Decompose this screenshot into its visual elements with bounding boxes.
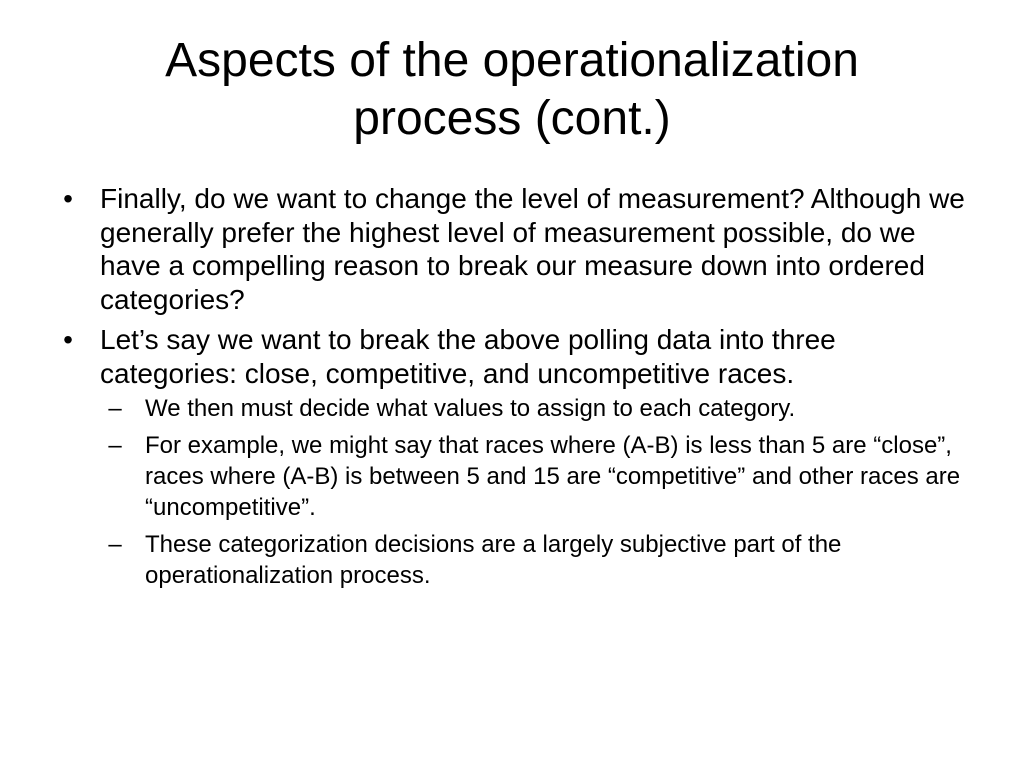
dash-marker: – xyxy=(108,432,122,459)
slide-title xyxy=(60,32,964,148)
slide-title-line-1: Aspects of the operationalization xyxy=(165,34,859,87)
slide-title-line-2: process (cont.) xyxy=(353,92,671,145)
bullet-item-categories xyxy=(58,323,978,591)
sub-bullet-list xyxy=(100,393,978,591)
sub-bullet-item-subjective xyxy=(100,529,978,591)
sub-bullet-text: We then must decide what values to assign to each category. xyxy=(145,395,796,422)
bullet-text: Let’s say we want to break the above polling data into three categories: close, competitive, and uncompetitive races. xyxy=(100,324,836,389)
dash-marker: – xyxy=(108,531,122,558)
bullet-item-level-of-measurement xyxy=(58,182,978,316)
sub-bullet-item-example xyxy=(100,430,978,523)
bullet-marker: • xyxy=(63,324,73,355)
sub-bullet-text: These categorization decisions are a largely subjective part of the operationalization process. xyxy=(145,531,842,589)
sub-bullet-item-assign-values xyxy=(100,393,978,424)
bullet-marker: • xyxy=(63,183,73,214)
dash-marker: – xyxy=(108,395,122,422)
bullet-text: Finally, do we want to change the level of measurement? Although we generally prefer the highest level of measurement possible, do we have a compelling reason to break our measure down into ordered categories? xyxy=(100,183,965,315)
sub-bullet-text: For example, we might say that races where (A-B) is less than 5 are “close”, races where (A-B) is between 5 and 15 are “competitive” and other races are “uncompetitive”. xyxy=(145,432,961,521)
bullet-list xyxy=(58,182,978,598)
